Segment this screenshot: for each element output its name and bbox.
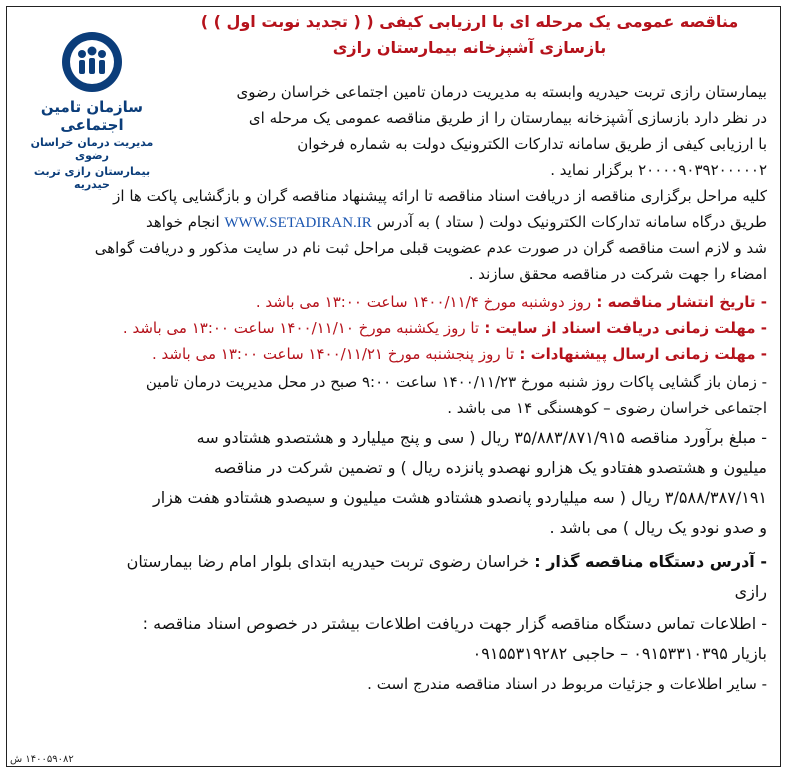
publish-date-label: - تاریخ انتشار مناقصه : (596, 293, 767, 311)
procedure-line-3: شد و لازم است مناقصه گران در صورت عدم عضویت قبلی مراحل ثبت نام در سایت مذکور و دریافت گواهی (94, 239, 767, 257)
contact-phones: بازیار ۰۹۱۵۳۳۱۰۳۹۵ – حاجبی ۰۹۱۵۵۳۱۹۲۸۲ (472, 644, 767, 663)
publish-date-value: روز دوشنبه مورخ ۱۴۰۰/۱۱/۴ ساعت ۱۳:۰۰ می باشد . (255, 293, 592, 311)
docs-deadline-label: - مهلت زمانی دریافت اسناد از سایت : (484, 319, 767, 337)
setad-website-link[interactable]: WWW.SETADIRAN.IR (224, 215, 372, 231)
hospital-name: بیمارستان رازی تربت حیدریه (33, 165, 151, 191)
estimate-line-1: - مبلغ برآورد مناقصه ۳۵/۸۸۳/۸۷۱/۹۱۵ ریال ( سی و پنج میلیارد و هشتصدو هشتادو سه (196, 428, 767, 447)
intro-line-3: با ارزیابی کیفی از طریق سامانه تدارکات الکترونیک دولت به شماره فرخوان (297, 135, 767, 153)
procedure-line-4: امضاء را جهت شرکت در مناقصه محقق سازند . (468, 265, 767, 283)
organization-name: سازمان تامین اجتماعی (40, 98, 144, 134)
estimate-line-2: میلیون و هشتصدو هفتادو یک هزارو نهصدو پانزده ریال ) و تضمین شرکت در مناقصه (214, 458, 767, 477)
organization-logo (22, 30, 162, 191)
address (127, 552, 767, 572)
opening-line-2: اجتماعی خراسان رضوی – کوهسنگی ۱۴ می باشد . (447, 399, 767, 417)
ad-code: ۱۴۰۰۵۹۰۸۲ ش (10, 754, 74, 765)
offers-deadline (152, 344, 767, 364)
address-line-2: رازی (734, 582, 767, 601)
docs-deadline-value: تا روز یکشنبه مورخ ۱۴۰۰/۱۱/۱۰ ساعت ۱۳:۰۰ می باشد . (122, 319, 480, 337)
notice-subtitle: بازسازی آشپزخانه بیمارستان رازی (332, 38, 607, 57)
publish-date (256, 292, 767, 312)
notice-title: مناقصه عمومی یک مرحله ای با ارزیابی کیفی ( ( تجدید نوبت اول ) ) (200, 12, 739, 31)
contact-line-1: - اطلاعات تماس دستگاه مناقصه گزار جهت دریافت اطلاعات بیشتر در خصوص اسناد مناقصه : (142, 614, 767, 633)
address-label: - آدرس دستگاه مناقصه گذار : (534, 552, 767, 571)
procedure-line-2-end: انجام خواهد (145, 213, 220, 231)
procedure-line-2 (146, 212, 767, 233)
intro-line-4: ۲۰۰۰۰۹۰۳۹۲۰۰۰۰۰۲ برگزار نماید . (550, 161, 767, 179)
other-info-line: - سایر اطلاعات و جزئیات مربوط در اسناد مناقصه مندرج است . (367, 675, 767, 693)
estimate-line-3: ۳/۵۸۸/۳۸۷/۱۹۱ ریال ( سه میلیاردو پانصدو هشتادو هشت میلیون و سیصدو هشتادو هفت هزار (152, 488, 767, 507)
social-security-emblem-icon (60, 30, 124, 94)
docs-deadline (123, 318, 767, 338)
offers-deadline-label: - مهلت زمانی ارسال پیشنهادات : (519, 345, 767, 363)
address-value: خراسان رضوی تربت حیدریه ابتدای بلوار امام رضا بیمارستان (126, 552, 530, 571)
opening-line-1: - زمان باز گشایی پاکات روز شنبه مورخ ۱۴۰۰/۱۱/۲۳ ساعت ۹:۰۰ صبح در محل مدیریت درمان تامین (145, 373, 767, 391)
procedure-line-1: کلیه مراحل برگزاری مناقصه از دریافت اسناد مناقصه تا ارائه پیشنهاد مناقصه گران و بازگشایی پاکت ها از (113, 187, 767, 205)
estimate-line-4: و صدو نودو یک ریال ) می باشد . (549, 518, 767, 537)
intro-line-1: بیمارستان رازی تربت حیدریه وابسته به مدیریت درمان تامین اجتماعی خراسان رضوی (236, 83, 767, 101)
intro-line-2: در نظر دارد بازسازی آشپزخانه بیمارستان را از طریق مناقصه عمومی یک مرحله ای (248, 109, 767, 127)
offers-deadline-value: تا روز پنجشنبه مورخ ۱۴۰۰/۱۱/۲۱ ساعت ۱۳:۰۰ می باشد . (151, 345, 515, 363)
procedure-line-2-start: طریق درگاه سامانه تدارکات الکترونیک دولت ( ستاد ) به آدرس (376, 213, 767, 231)
organization-subtitle: مدیریت درمان خراسان رضوی (30, 136, 154, 162)
